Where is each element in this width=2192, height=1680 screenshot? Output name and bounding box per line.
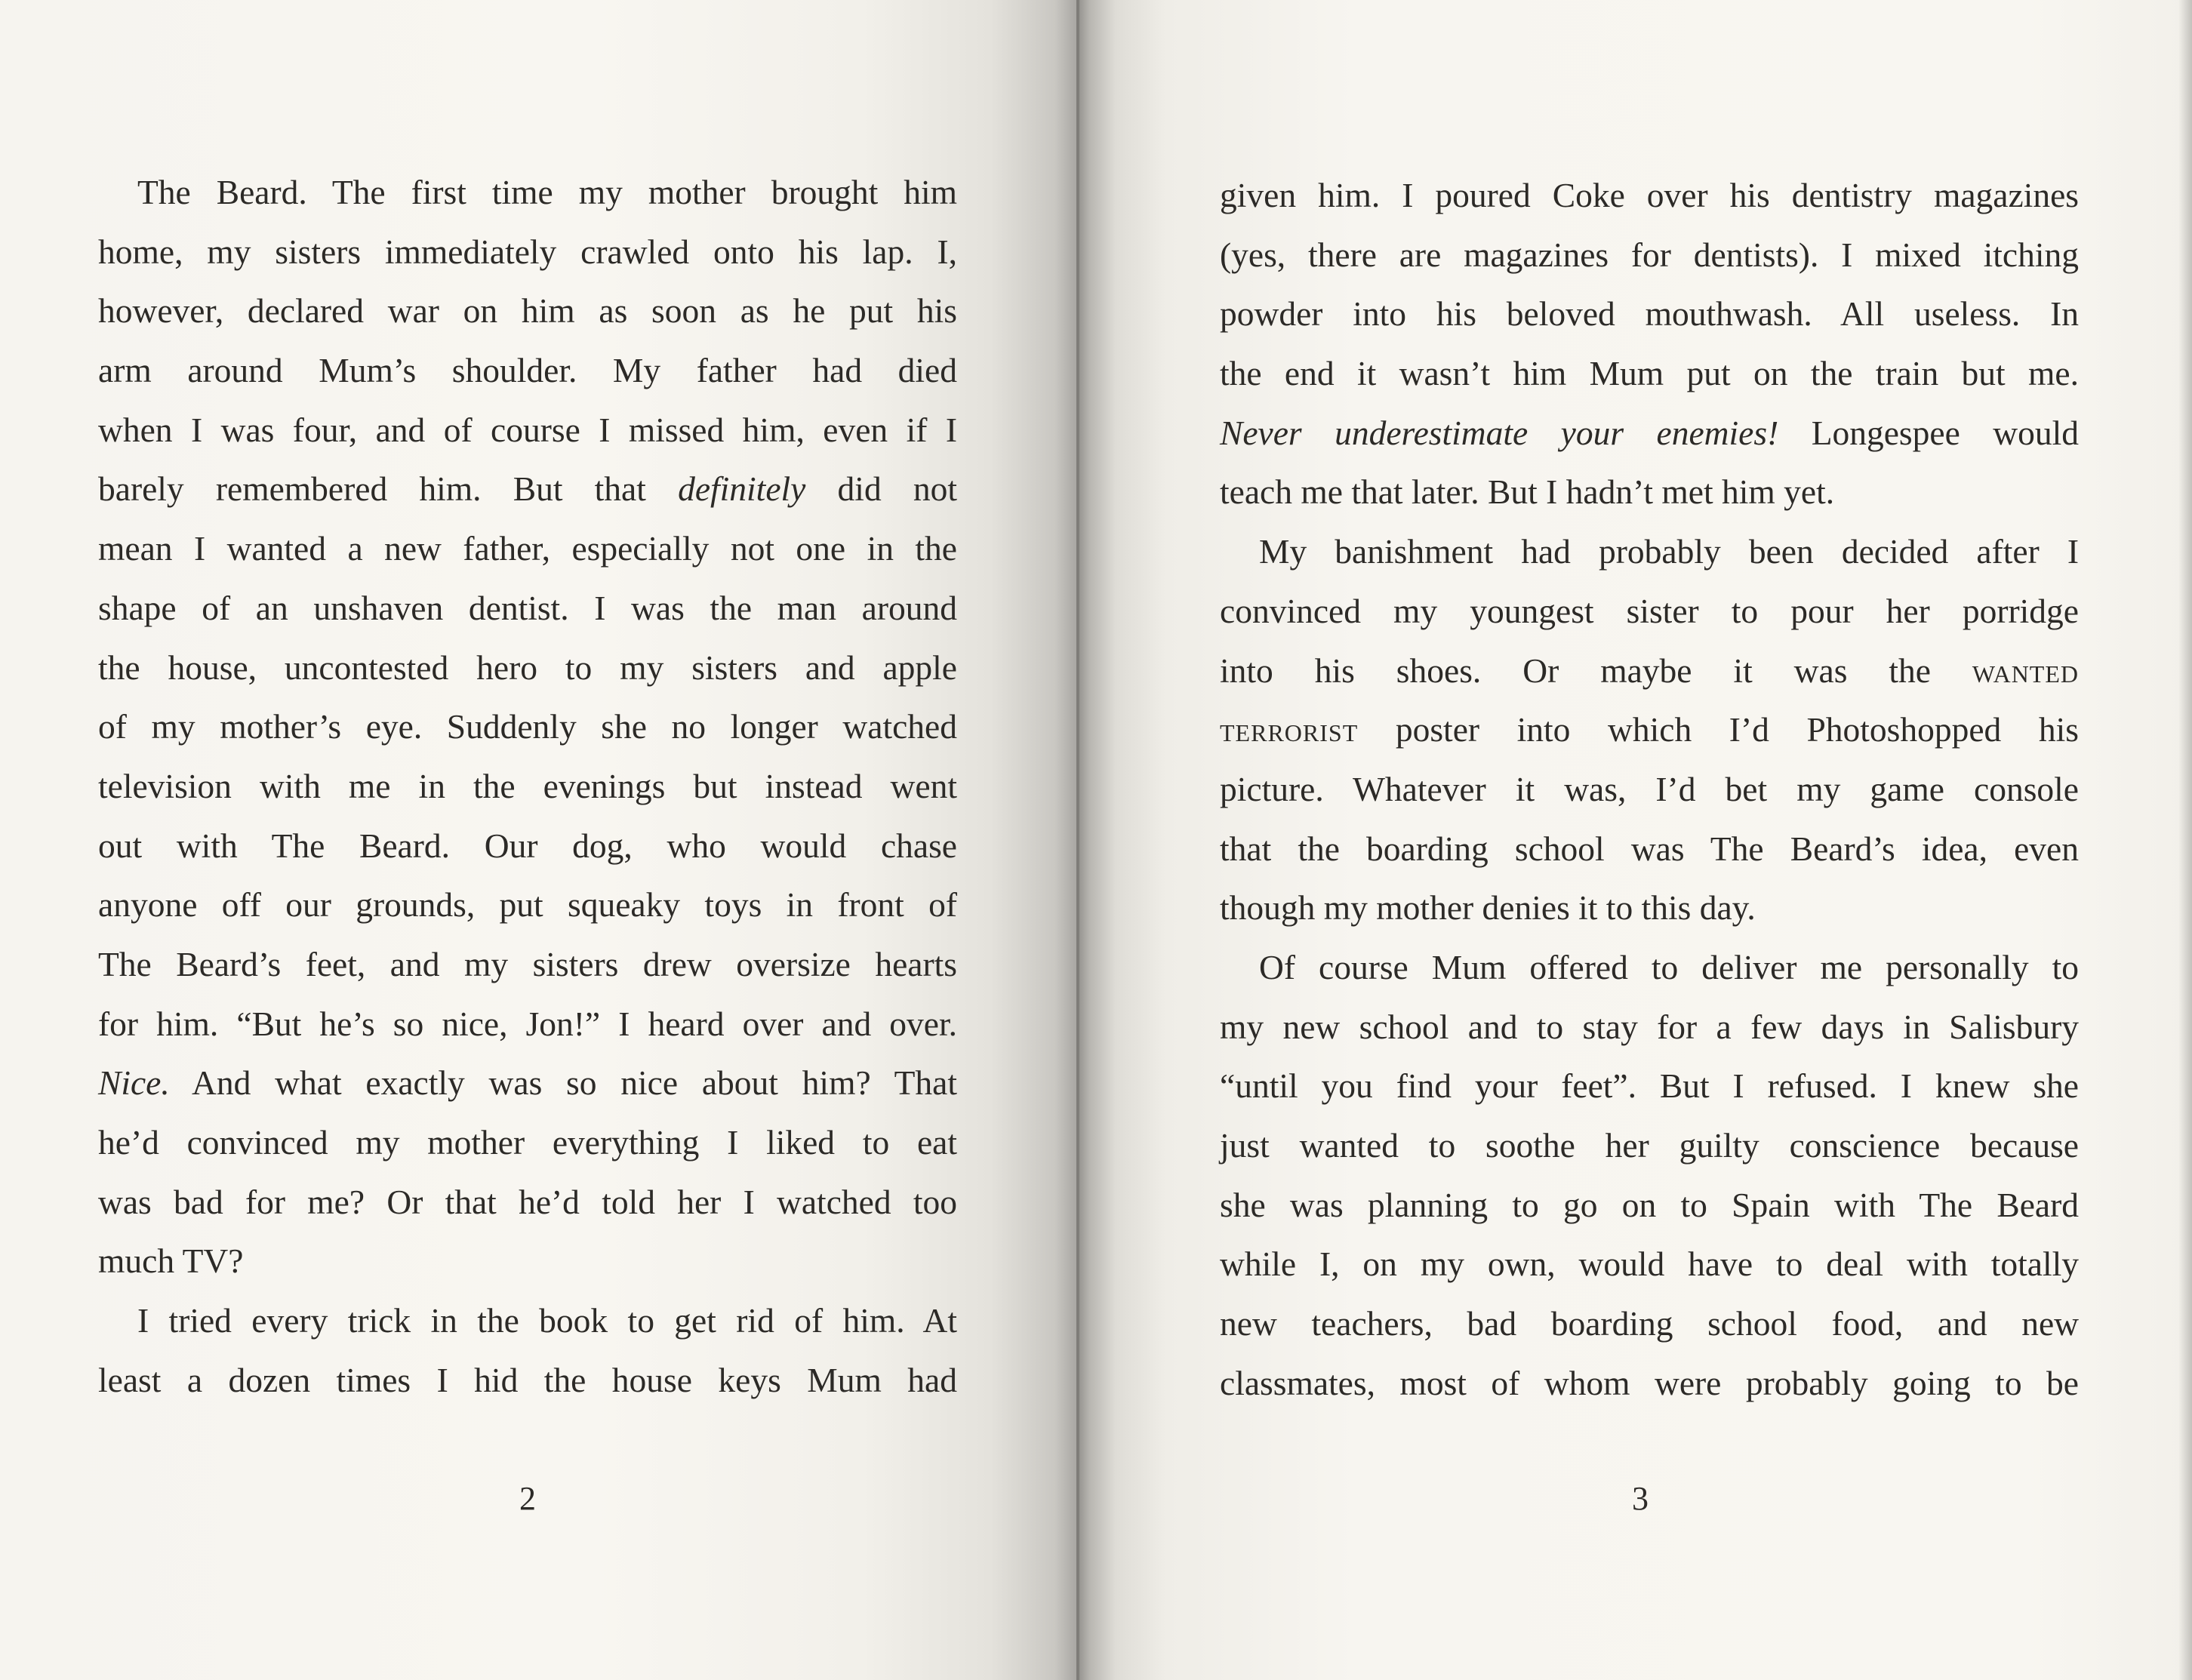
text-run: did not — [837, 469, 958, 509]
text-line: the end it wasn’t him Mum put on the train but me. — [1220, 354, 2079, 393]
text-line: The Beard’s feet, and my sisters drew oversize hearts — [98, 944, 957, 983]
text-line: much TV? — [98, 1242, 244, 1281]
text-line — [98, 1054, 957, 1113]
text-line: however, declared war on him as soon as he put his — [98, 291, 957, 331]
text-line: (yes, there are magazines for dentists). I mixed itching — [1220, 235, 2079, 274]
text-line — [98, 460, 957, 519]
text-line: the house, uncontested hero to my sisters and apple — [98, 648, 957, 687]
small-caps-text: terrorist — [1220, 710, 1359, 749]
right-page-text — [1220, 166, 2079, 1413]
text-line: he’d convinced my mother everything I liked to eat — [98, 1123, 957, 1162]
text-line: shape of an unshaven dentist. I was the man around — [98, 588, 957, 627]
right-page — [1076, 0, 2192, 1680]
text-line: convinced my youngest sister to pour her porridge — [1220, 591, 2079, 630]
text-line: new teachers, bad boarding school food, and new — [1220, 1304, 2079, 1343]
text-run: into his shoes. Or maybe it was the — [1220, 651, 1931, 690]
text-line: my new school and to stay for a few days in Salisbury — [1220, 1007, 2079, 1046]
page-number: 2 — [519, 1480, 536, 1517]
text-line: for him. “But he’s so nice, Jon!” I heard over and over. — [98, 1004, 957, 1043]
text-run: barely remembered him. But that — [98, 469, 646, 509]
text-line: I tried every trick in the book to get rid of him. At — [137, 1301, 957, 1340]
text-line: given him. I poured Coke over his dentistry magazines — [1220, 176, 2079, 214]
text-line: she was planning to go on to Spain with The Beard — [1220, 1185, 2079, 1224]
left-page — [0, 0, 1076, 1680]
text-line: teach me that later. But I hadn’t met him yet. — [1220, 472, 1835, 512]
book-gutter — [1076, 0, 1079, 1680]
text-line — [1220, 404, 2079, 463]
text-line: when I was four, and of course I missed him, even if I — [98, 410, 957, 449]
text-line: out with The Beard. Our dog, who would chase — [98, 826, 957, 865]
text-line: anyone off our grounds, put squeaky toys in front of — [98, 885, 957, 925]
text-run: Longespee would — [1811, 413, 2079, 452]
text-line: least a dozen times I hid the house keys Mum had — [98, 1360, 957, 1399]
text-line — [1220, 700, 2079, 760]
left-page-text — [98, 163, 957, 1410]
text-line: Of course Mum offered to deliver me personally to — [1259, 947, 2079, 986]
text-line: while I, on my own, would have to deal with totally — [1220, 1245, 2079, 1284]
text-line: powder into his beloved mouthwash. All useless. In — [1220, 294, 2079, 334]
text-line: My banishment had probably been decided after I — [1259, 532, 2079, 571]
page-number: 3 — [1632, 1480, 1649, 1517]
text-line: picture. Whatever it was, I’d bet my game console — [1220, 769, 2079, 808]
emphasis-text: Never underestimate your enemies! — [1220, 413, 1779, 452]
page-edge-shadow — [2178, 0, 2192, 1680]
text-line: home, my sisters immediately crawled onto his lap. I, — [98, 232, 957, 271]
text-line: classmates, most of whom were probably going to be — [1220, 1363, 2079, 1402]
text-line: arm around Mum’s shoulder. My father had died — [98, 351, 957, 390]
text-run: poster into which I’d Photoshopped his — [1395, 710, 2079, 749]
text-line: that the boarding school was The Beard’s idea, even — [1220, 829, 2079, 868]
text-line: just wanted to soothe her guilty conscience because — [1220, 1126, 2079, 1165]
text-line: though my mother denies it to this day. — [1220, 888, 1756, 928]
small-caps-text: wanted — [1972, 651, 2079, 690]
text-line: “until you find your feet”. But I refused. I knew she — [1220, 1066, 2079, 1106]
text-line: television with me in the evenings but instead went — [98, 766, 957, 805]
text-run: And what exactly was so nice about him? That — [192, 1063, 957, 1103]
emphasis-text: Nice. — [98, 1063, 170, 1103]
text-line: was bad for me? Or that he’d told her I watched too — [98, 1182, 957, 1221]
text-line: mean I wanted a new father, especially not one in the — [98, 529, 957, 568]
emphasis-text: definitely — [678, 469, 806, 509]
text-line — [1220, 642, 2079, 701]
text-line: The Beard. The first time my mother brought him — [137, 173, 957, 211]
text-line: of my mother’s eye. Suddenly she no longer watched — [98, 707, 957, 746]
